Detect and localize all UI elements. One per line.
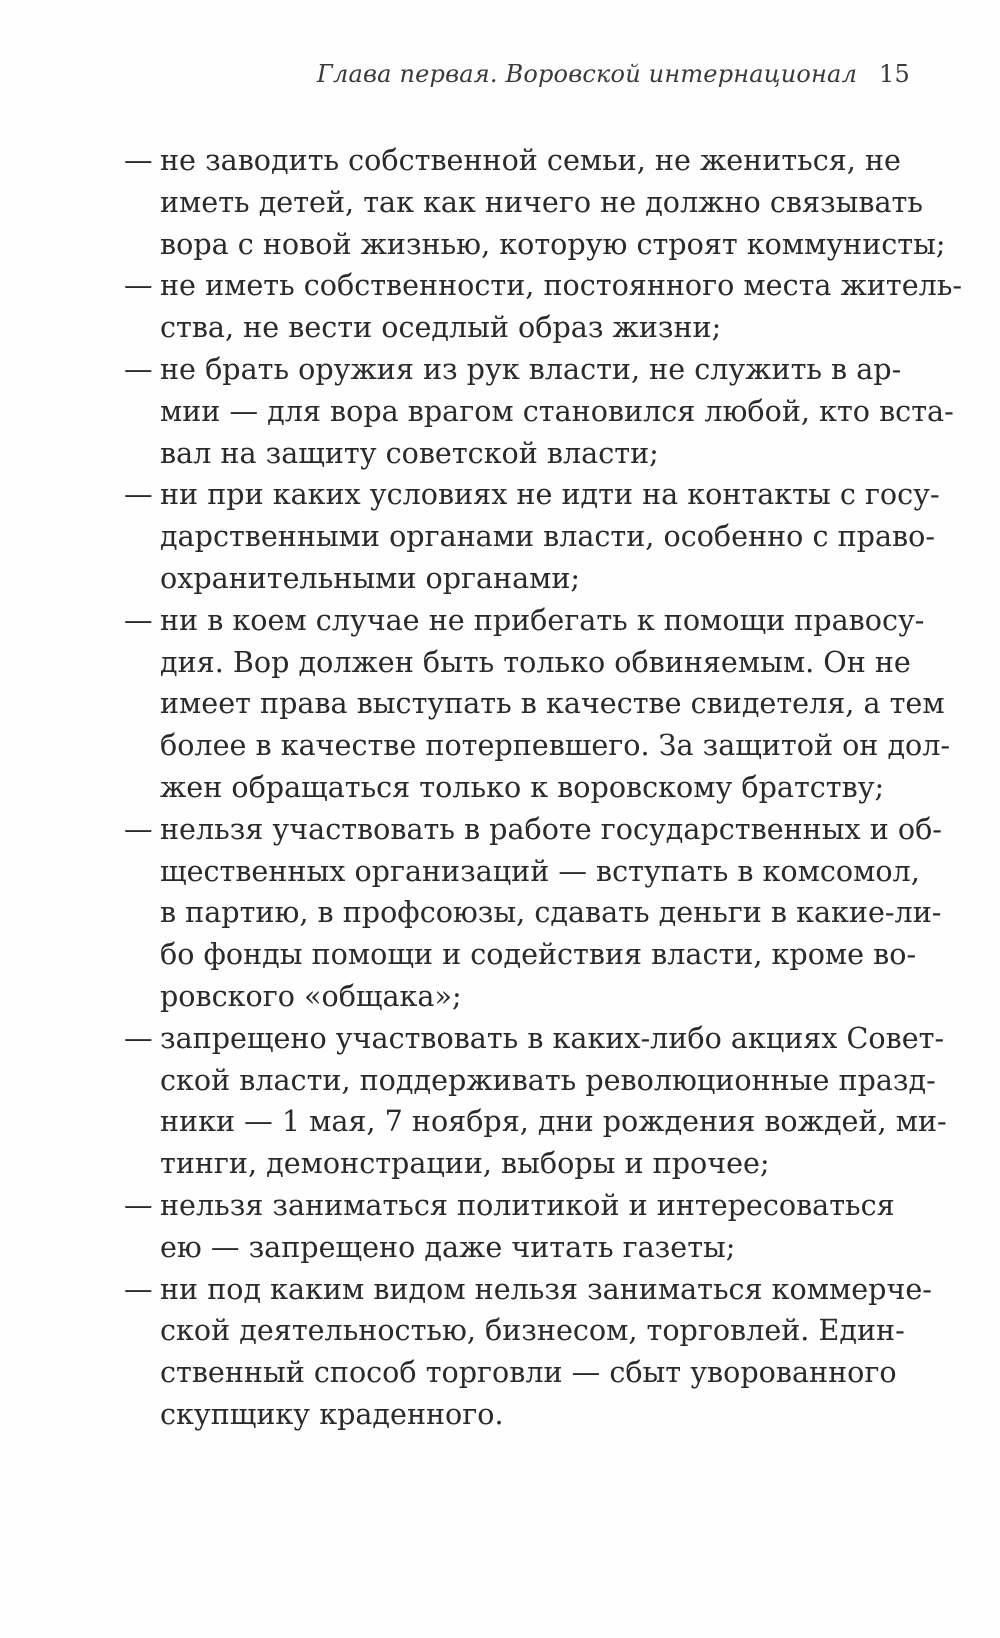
line-text: тинги, демонстрации, выборы и прочее; xyxy=(160,1146,770,1181)
line-text: вора с новой жизнью, которую строят коммунисты; xyxy=(160,226,946,261)
line-text: не брать оружия из рук власти, не служить в ар- xyxy=(160,351,902,386)
line-text: ства, не вести оседлый образ жизни; xyxy=(160,310,722,345)
line-text: запрещено участвовать в каких-либо акциях Совет- xyxy=(160,1020,945,1055)
line-text: дарственными органами власти, особенно с право- xyxy=(160,519,935,554)
list-item-first-line xyxy=(124,600,925,642)
text-line xyxy=(124,433,894,475)
text-line xyxy=(124,558,894,600)
list-item-first-line xyxy=(124,809,942,851)
list-item-first-line xyxy=(124,1185,894,1227)
text-line xyxy=(124,767,894,809)
line-text: не заводить собственной семьи, не жениться, не xyxy=(160,143,901,177)
text-line xyxy=(124,1310,905,1352)
page-number: 15 xyxy=(879,60,910,88)
line-text: в партию, в профсоюзы, сдавать деньги в какие-ли- xyxy=(160,895,942,930)
text-line xyxy=(124,1101,947,1143)
list-item-first-line xyxy=(124,474,940,516)
line-text: ни в коем случае не прибегать к помощи правосу- xyxy=(160,602,925,637)
text-line xyxy=(124,182,923,224)
chapter-title: Глава первая. Воровской интернационал xyxy=(316,60,858,88)
body-text xyxy=(124,140,963,1436)
text-line xyxy=(124,642,911,684)
text-line xyxy=(124,934,917,976)
line-text: жен обращаться только к воровскому братству; xyxy=(160,769,885,804)
line-text: более в качестве потерпевшего. За защитой он дол- xyxy=(160,728,951,763)
line-text: скупщику краденного. xyxy=(160,1396,504,1431)
text-line xyxy=(124,1394,894,1436)
line-text: ею — запрещено даже читать газеты; xyxy=(160,1229,736,1264)
line-text: бо фонды помощи и содействия власти, кроме во- xyxy=(160,937,917,972)
em-dash: — xyxy=(124,268,153,303)
text-line xyxy=(124,976,894,1018)
line-text: вал на защиту советской власти; xyxy=(160,435,659,470)
em-dash: — xyxy=(124,811,153,846)
list-item-first-line xyxy=(124,1269,932,1311)
line-text: нельзя заниматься политикой и интересоваться xyxy=(160,1187,895,1222)
line-text: не иметь собственности, постоянного места житель- xyxy=(160,268,963,303)
text-line xyxy=(124,391,954,433)
text-line xyxy=(124,725,951,767)
list-item-first-line xyxy=(124,349,902,391)
em-dash: — xyxy=(124,1271,153,1306)
em-dash: — xyxy=(124,1187,153,1222)
text-line xyxy=(124,1060,936,1102)
text-line xyxy=(124,307,894,349)
line-text: ники — 1 мая, 7 ноября, дни рождения вождей, ми- xyxy=(160,1104,947,1139)
line-text: ской деятельностью, бизнесом, торговлей. Един- xyxy=(160,1313,905,1348)
list-item-first-line xyxy=(124,1018,945,1060)
text-line xyxy=(124,516,935,558)
line-text: дия. Вор должен быть только обвиняемым. Он не xyxy=(160,644,911,679)
line-text: иметь детей, так как ничего не должно связывать xyxy=(160,184,923,219)
line-text: ни под каким видом нельзя заниматься коммерче- xyxy=(160,1271,932,1306)
text-line xyxy=(124,224,946,266)
line-text: ственный способ торговли — сбыт уворованного xyxy=(160,1355,897,1390)
line-text: ни при каких условиях не идти на контакты с госу- xyxy=(160,477,940,512)
text-line xyxy=(124,683,945,725)
em-dash: — xyxy=(124,602,153,637)
line-text: ровского «общака»; xyxy=(160,978,462,1013)
em-dash: — xyxy=(124,143,153,177)
line-text: мии — для вора врагом становился любой, кто вста- xyxy=(160,393,954,428)
text-line xyxy=(124,1143,894,1185)
running-head xyxy=(100,60,910,88)
list-item-first-line xyxy=(124,265,963,307)
text-line xyxy=(124,1227,894,1269)
list-item-first-line xyxy=(124,140,901,182)
line-text: имеет права выступать в качестве свидетеля, а тем xyxy=(160,686,945,721)
line-text: ской власти, поддерживать революционные празд- xyxy=(160,1062,936,1097)
em-dash: — xyxy=(124,477,153,512)
text-line xyxy=(124,851,920,893)
em-dash: — xyxy=(124,351,153,386)
line-text: нельзя участвовать в работе государственных и об- xyxy=(160,811,942,846)
line-text: щественных организаций — вступать в комсомол, xyxy=(160,853,920,888)
text-line xyxy=(124,1352,897,1394)
line-text: охранительными органами; xyxy=(160,560,581,595)
em-dash: — xyxy=(124,1020,153,1055)
text-line xyxy=(124,892,942,934)
